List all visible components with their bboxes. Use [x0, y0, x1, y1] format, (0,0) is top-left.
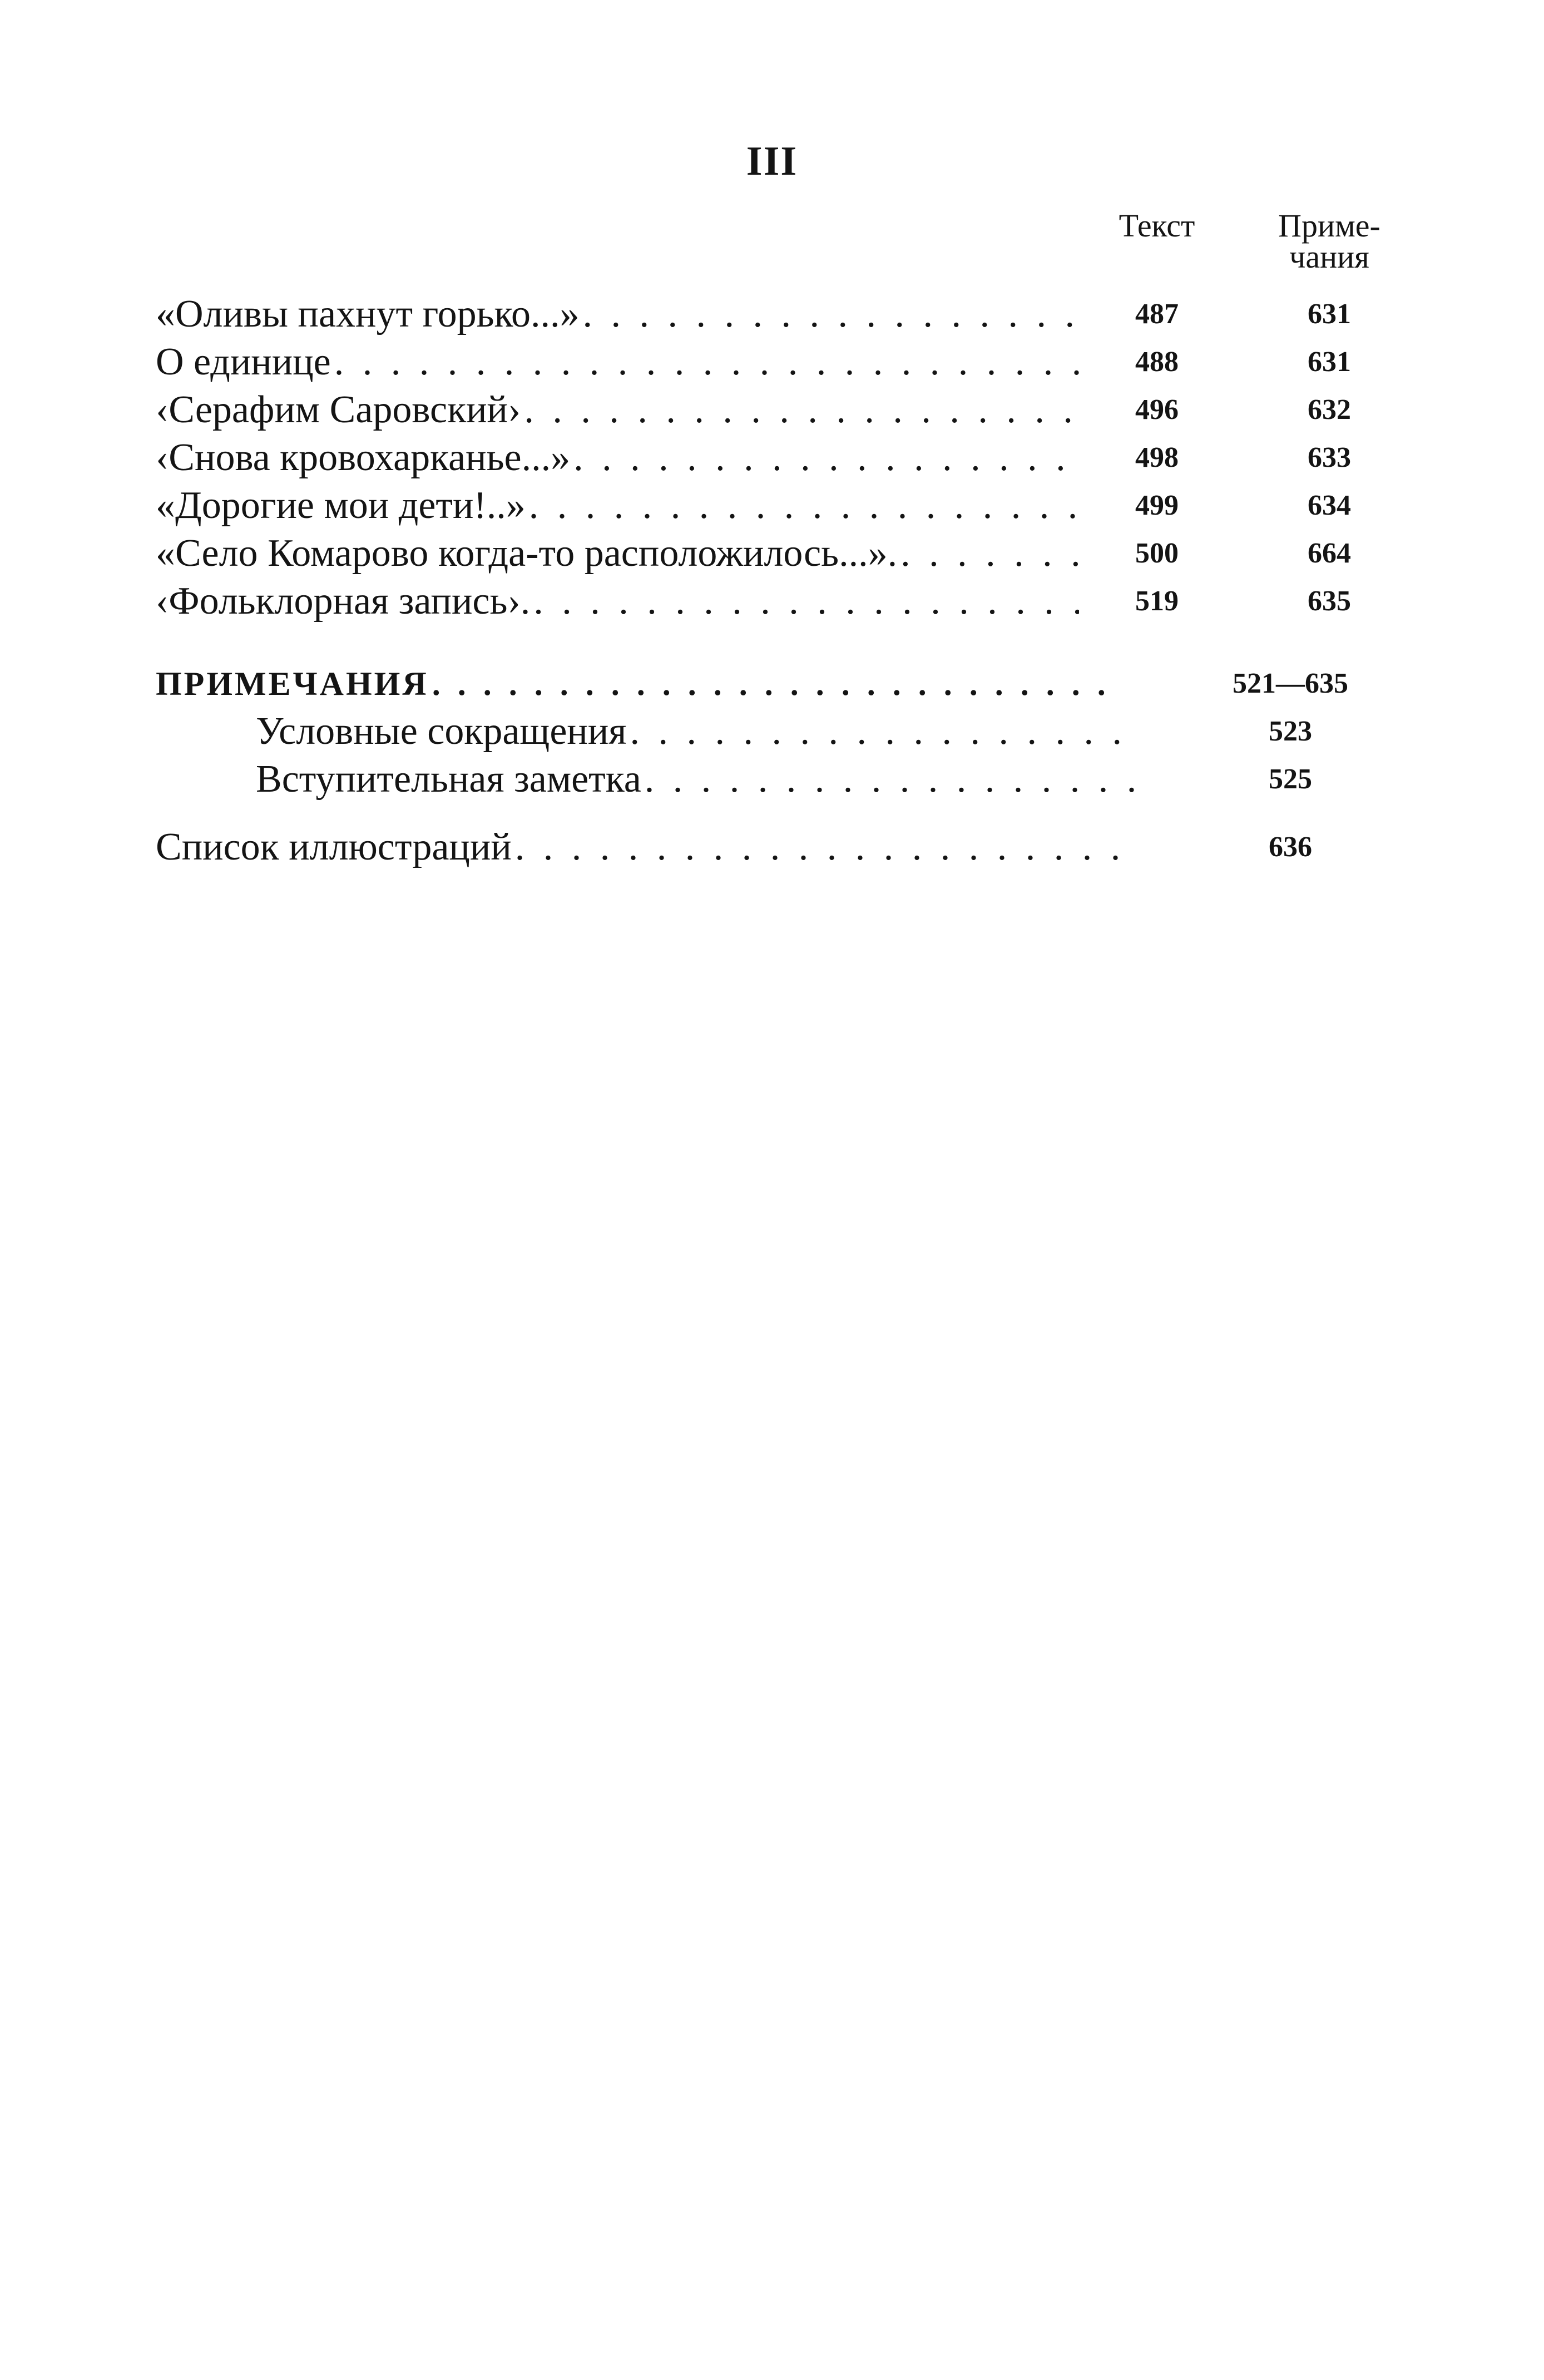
notes-subentry-page: 525 — [1269, 763, 1312, 795]
notes-section-title: ПРИМЕЧАНИЯ . . . — [156, 659, 1118, 709]
toc-entry[interactable] — [156, 481, 1390, 531]
notes-subentry-title: Условные сокращения . . . — [256, 707, 1135, 757]
column-header-text — [1090, 208, 1224, 244]
notes-subentry[interactable] — [256, 754, 1390, 804]
toc-entry-text-page: 500 — [1135, 537, 1179, 569]
notes-subentry-title: Вступительная заметка . . . — [256, 754, 1135, 804]
toc-entry-notes-page: 631 — [1308, 346, 1351, 378]
toc-entry[interactable] — [156, 576, 1390, 626]
toc-entry-title: ‹Фольклорная запись›. . . . — [156, 576, 1079, 626]
toc-entry-title: О единице . . . — [156, 337, 1079, 387]
toc-entry-text-page: 487 — [1135, 298, 1179, 330]
illustrations-title: Список иллюстраций . . . — [156, 822, 1135, 872]
toc-entry-title: «Село Комарово когда-то расположилось...». . . . — [156, 529, 1079, 579]
toc-entry[interactable] — [156, 529, 1390, 579]
notes-section-pages: 521—635 — [1233, 668, 1348, 699]
column-header-notes-line2: чания — [1289, 239, 1369, 275]
column-header-notes — [1251, 210, 1407, 273]
illustrations-page: 636 — [1269, 831, 1312, 863]
column-header-notes-line1: Приме- — [1278, 208, 1380, 244]
toc-entry-notes-page: 634 — [1308, 490, 1351, 521]
toc-entry-notes-page: 633 — [1308, 442, 1351, 473]
page-number: III — [746, 139, 798, 184]
toc-entry-notes-page: 635 — [1308, 585, 1351, 617]
toc-entry-title: «Оливы пахнут горько...» . . . — [156, 289, 1079, 339]
toc-entry[interactable] — [156, 385, 1390, 435]
toc-entry[interactable] — [156, 289, 1390, 339]
notes-subentry[interactable] — [256, 707, 1390, 757]
toc-entry-title: ‹Снова кровохарканье...» . . . — [156, 433, 1079, 483]
toc-entry-notes-page: 664 — [1308, 537, 1351, 569]
toc-entry-title: «Дорогие мои дети!..» . . . — [156, 481, 1079, 531]
toc-entry-notes-page: 631 — [1308, 298, 1351, 330]
column-header-text-label: Текст — [1119, 208, 1195, 244]
notes-subentry-page: 523 — [1269, 715, 1312, 747]
toc-entry-text-page: 519 — [1135, 585, 1179, 617]
toc-entry-text-page: 488 — [1135, 346, 1179, 378]
toc-entry[interactable] — [156, 433, 1390, 483]
toc-entry-text-page: 496 — [1135, 394, 1179, 426]
toc-entry-text-page: 498 — [1135, 442, 1179, 473]
toc-entry-text-page: 499 — [1135, 490, 1179, 521]
notes-section-entry[interactable] — [156, 659, 1390, 709]
toc-entry-title: ‹Серафим Саровский› . . . — [156, 385, 1079, 435]
toc-entry[interactable] — [156, 337, 1390, 387]
illustrations-entry[interactable] — [156, 822, 1390, 872]
toc-entry-notes-page: 632 — [1308, 394, 1351, 426]
